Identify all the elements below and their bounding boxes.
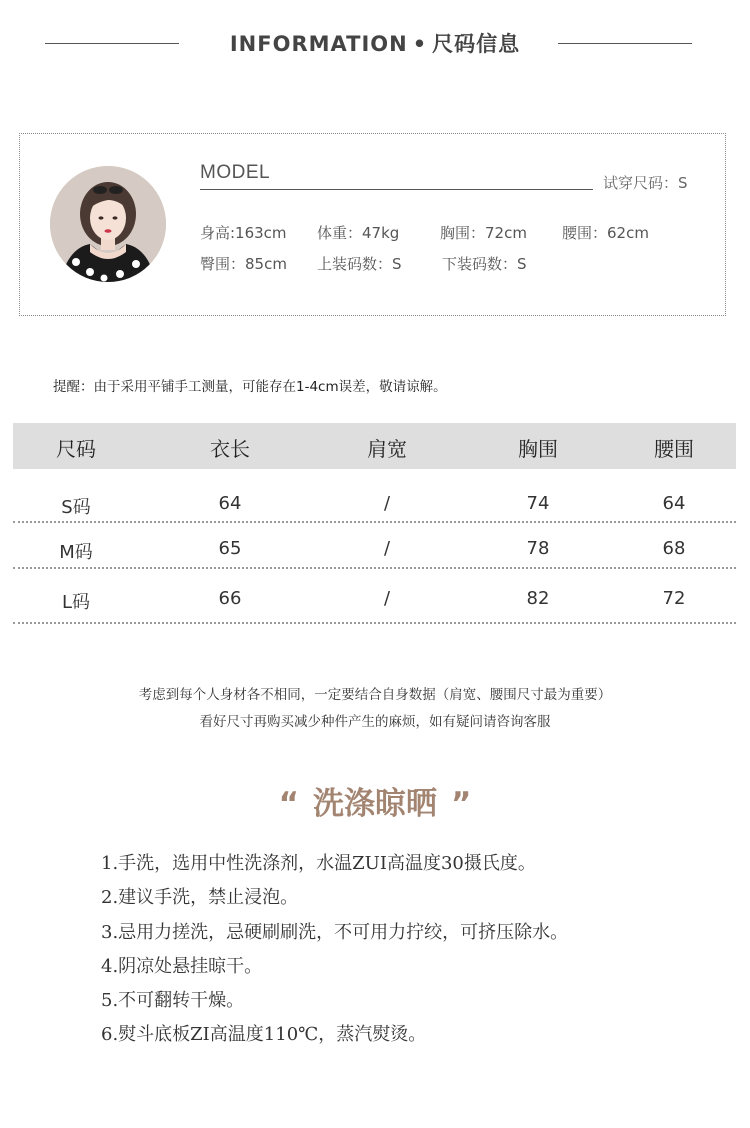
page-title-en: INFORMATION bbox=[229, 32, 408, 56]
row-divider bbox=[13, 521, 736, 523]
cell-shoulder: / bbox=[383, 493, 391, 514]
cell-size: M码 bbox=[59, 542, 93, 563]
model-label: MODEL bbox=[200, 162, 271, 183]
measurement-reminder: 提醒：由于采用平铺手工测量，可能存在1-4cm误差，敬请谅解。 bbox=[53, 379, 447, 395]
model-card bbox=[19, 133, 726, 316]
stat-bottom-size: 下装码数：S bbox=[442, 255, 527, 273]
page-title-cn: 尺码信息 bbox=[432, 32, 521, 56]
row-divider bbox=[13, 567, 736, 569]
stat-bust: 胸围：72cm bbox=[440, 224, 527, 242]
col-header-length: 衣长 bbox=[210, 437, 250, 461]
cell-length: 65 bbox=[218, 538, 242, 559]
wash-care-title bbox=[0, 778, 750, 823]
model-underline bbox=[200, 189, 593, 190]
cell-size: S码 bbox=[61, 497, 91, 518]
col-header-shoulder: 肩宽 bbox=[367, 437, 407, 461]
title-separator: • bbox=[412, 32, 428, 56]
wash-instruction: 5.不可翻转干燥。 bbox=[101, 990, 245, 1011]
stat-height: 身高:163cm bbox=[200, 224, 287, 242]
cell-waist: 68 bbox=[662, 538, 686, 559]
size-note-line-2: 看好尺寸再购买减少种件产生的麻烦，如有疑问请咨询客服 bbox=[199, 714, 551, 730]
model-avatar bbox=[50, 166, 166, 282]
stat-waist: 腰围：62cm bbox=[562, 224, 649, 242]
close-quote: ” bbox=[451, 786, 472, 822]
cell-shoulder: / bbox=[383, 538, 391, 559]
col-header-waist: 腰围 bbox=[654, 437, 694, 461]
wash-instruction: 6.熨斗底板ZI高温度110℃，蒸汽熨烫。 bbox=[101, 1024, 427, 1045]
stat-hip: 臀围：85cm bbox=[200, 255, 287, 273]
cell-bust: 82 bbox=[526, 588, 550, 609]
cell-waist: 72 bbox=[662, 588, 686, 609]
cell-length: 66 bbox=[218, 588, 242, 609]
cell-waist: 64 bbox=[662, 493, 686, 514]
col-header-size: 尺码 bbox=[56, 437, 96, 461]
cell-size: L码 bbox=[61, 592, 91, 613]
wash-instruction: 4.阴凉处悬挂晾干。 bbox=[101, 956, 263, 977]
stat-top-size: 上装码数：S bbox=[317, 255, 402, 273]
wash-title-text: 洗涤晾晒 bbox=[313, 786, 437, 822]
page-title bbox=[0, 28, 750, 58]
size-table-header bbox=[13, 423, 736, 469]
open-quote: “ bbox=[278, 786, 299, 822]
cell-shoulder: / bbox=[383, 588, 391, 609]
row-divider bbox=[13, 622, 736, 624]
col-header-bust: 胸围 bbox=[518, 437, 558, 461]
trial-size: 试穿尺码：S bbox=[603, 174, 688, 192]
wash-instruction: 1.手洗，选用中性洗涤剂，水温ZUI高温度30摄氏度。 bbox=[101, 853, 536, 874]
stat-weight: 体重：47kg bbox=[317, 224, 400, 242]
size-note-line-1: 考虑到每个人身材各不相同，一定要结合自身数据（肩宽、腰围尺寸最为重要） bbox=[138, 687, 612, 703]
cell-bust: 74 bbox=[526, 493, 550, 514]
cell-length: 64 bbox=[218, 493, 242, 514]
wash-instruction: 2.建议手洗，禁止浸泡。 bbox=[101, 887, 299, 908]
wash-instruction: 3.忌用力搓洗，忌硬刷刷洗，不可用力拧绞，可挤压除水。 bbox=[101, 922, 569, 943]
cell-bust: 78 bbox=[526, 538, 550, 559]
